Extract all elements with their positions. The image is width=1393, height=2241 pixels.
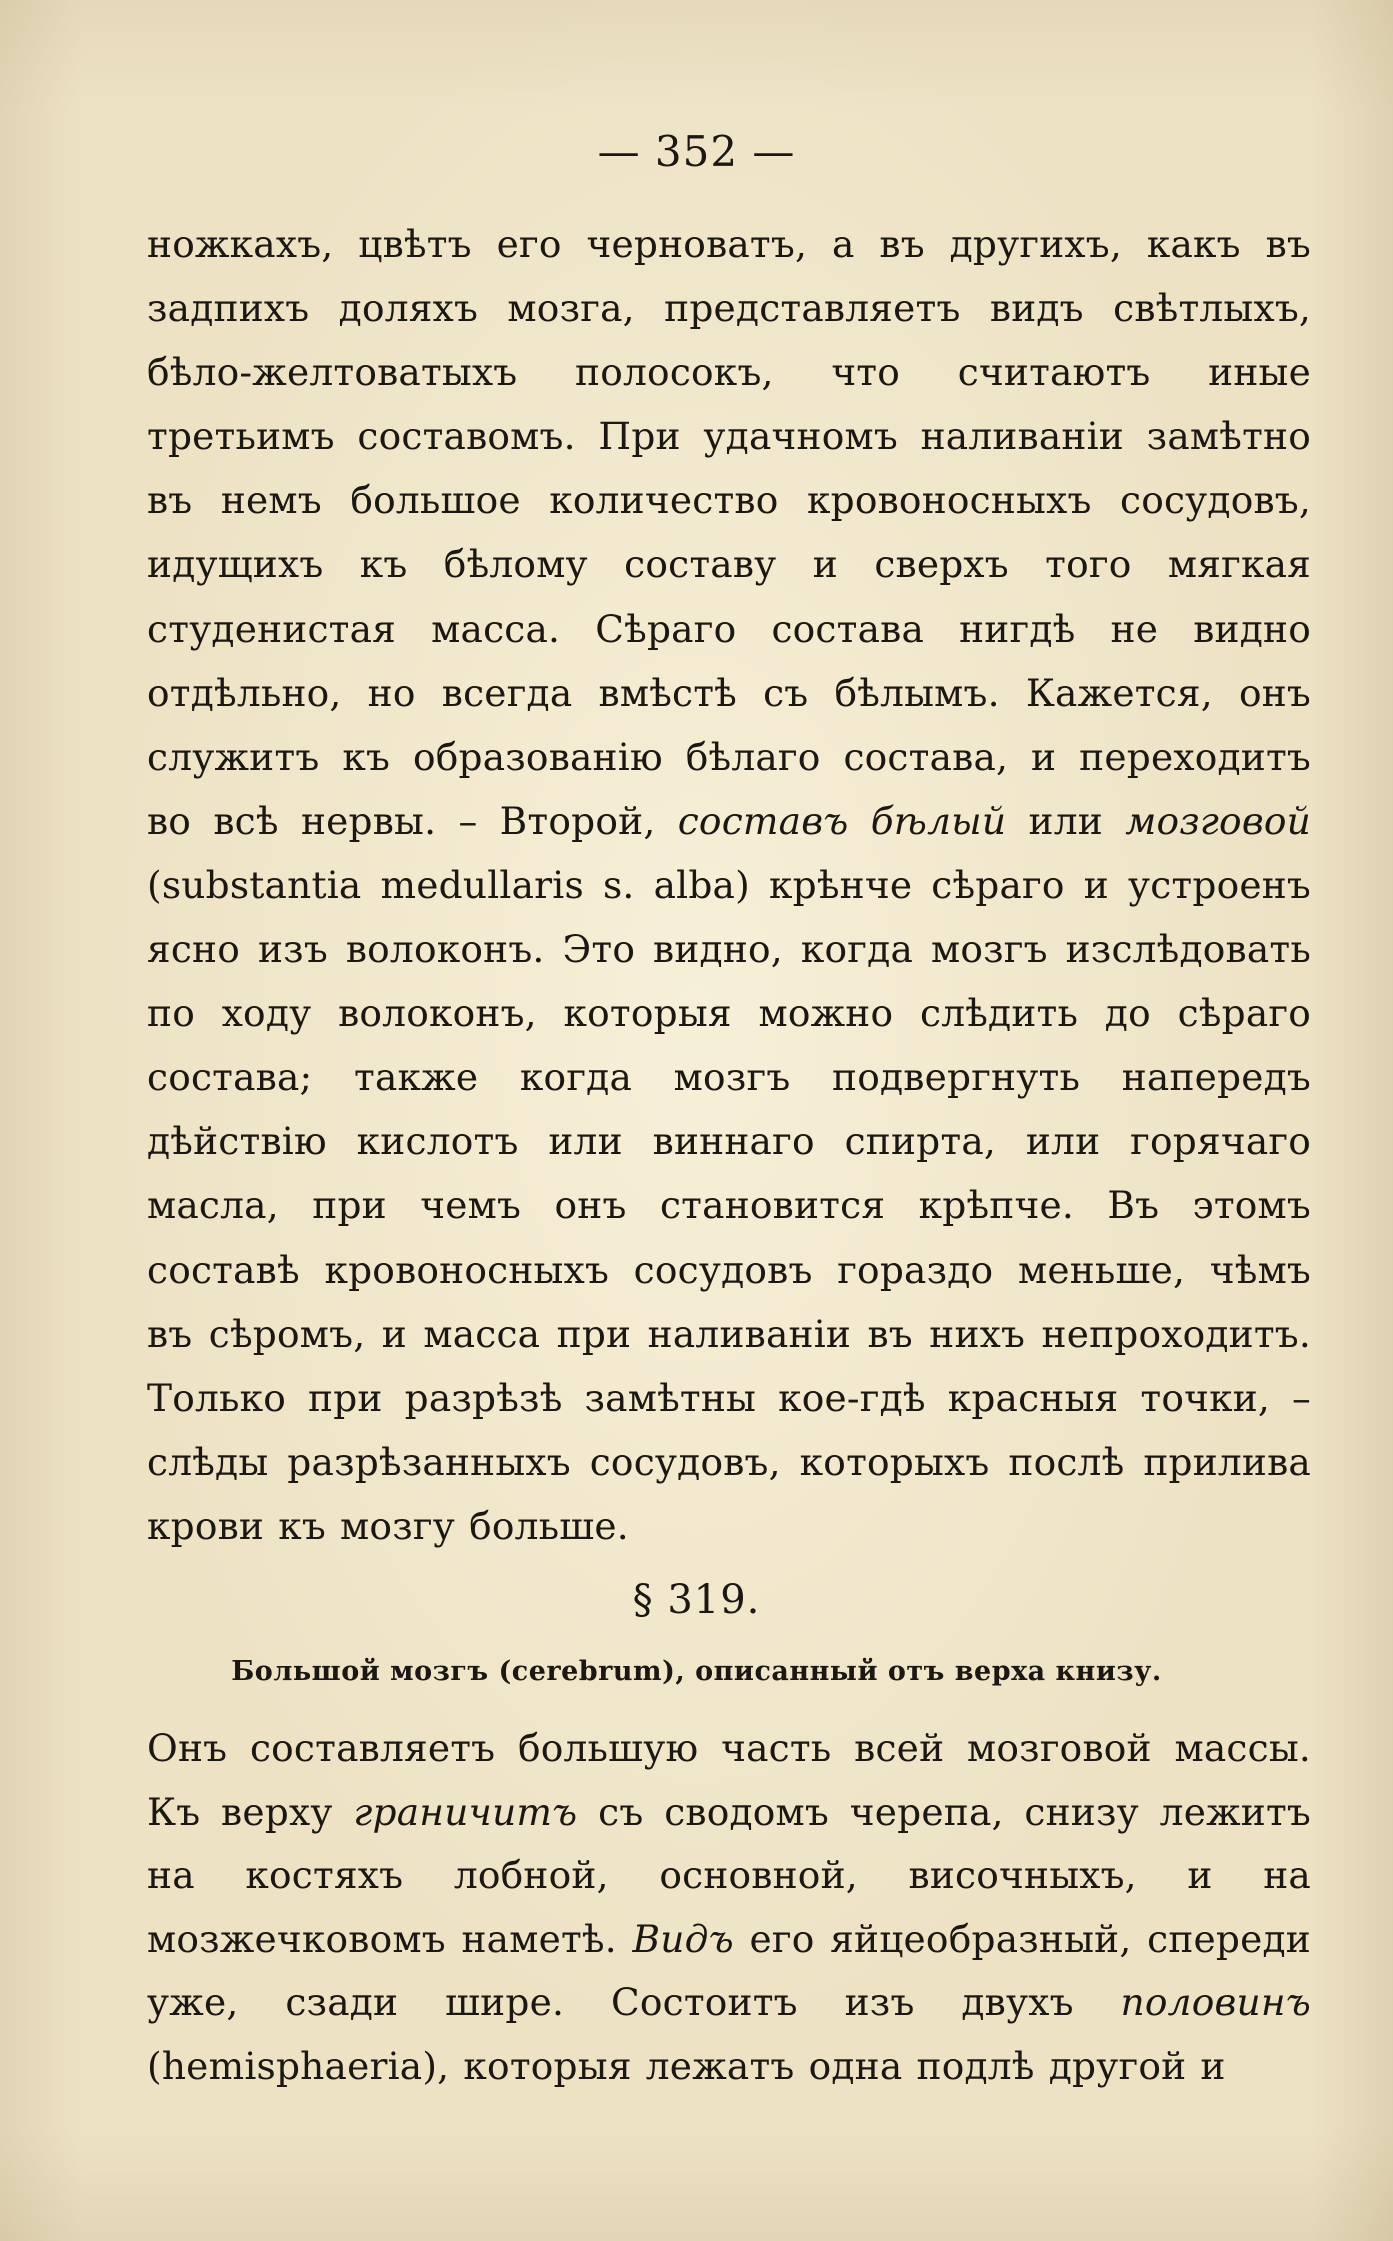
text-run: Онъ составляетъ большую часть всей мозговой массы. Къ верху (147, 1726, 1311, 1834)
italic-term: мозговой (1125, 798, 1311, 843)
text-run: (substantia medullaris s. alba) крѣнче сѣраго и устроенъ ясно изъ волоконъ. Это видно, когда мозгъ изслѣдовать по ходу волоконъ, которыя можно слѣдить до сѣраго состава; также когда мозгъ подвергнуть напередъ дѣйствію кислотъ или виннаго спирта, или горячаго масла, при чемъ онъ становится крѣпче. Въ этомъ составѣ кровоносныхъ сосудовъ гораздо меньше, чѣмъ въ сѣромъ, и масса при наливаніи въ нихъ непроходитъ. Только при разрѣзѣ замѣтны кое-гдѣ красныя точки, – слѣды разрѣзанныхъ сосудовъ, которыхъ послѣ прилива крови къ мозгу больше. (147, 862, 1311, 1548)
section-heading: Большой мозгъ (cerebrum), описанный отъ верха книзу. (231, 1656, 1162, 1687)
text-run: (hemisphaeria), которыя лежатъ одна подлѣ другой и (147, 2043, 1226, 2088)
paragraph-2 (147, 1717, 1311, 2098)
page-number: — 352 — (597, 127, 796, 176)
italic-term: составъ бѣлый (677, 798, 1007, 843)
text-run: его яйцеобразный, спереди уже, сзади шире. Состоитъ изъ двухъ (147, 1916, 1311, 2024)
italic-term: граничитъ (353, 1789, 578, 1834)
italic-term: Видъ (632, 1916, 734, 1961)
italic-term: половинъ (1120, 1980, 1311, 2024)
paragraph-1 (147, 212, 1311, 1558)
section-number: § 319. (632, 1577, 761, 1623)
text-run: или (1006, 798, 1126, 843)
text-run: съ сводомъ черепа, снизу лежитъ на костяхъ лобной, основной, височныхъ, и на мозжечковомъ наметѣ. (147, 1789, 1311, 1961)
text-run: ножкахъ, цвѣтъ его черноватъ, а въ другихъ, какъ въ задпихъ доляхъ мозга, представляетъ видъ свѣтлыхъ, бѣло-желтоватыхъ полосокъ, что считаютъ иные третьимъ составомъ. При удачномъ наливаніи замѣтно въ немъ большое количество кровоносныхъ сосудовъ, идущихъ къ бѣлому составу и сверхъ того мягкая студенистая масса. Сѣраго состава нигдѣ не видно отдѣльно, но всегда вмѣстѣ съ бѣлымъ. Кажется, онъ служитъ къ образованію бѣлаго состава, и переходитъ во всѣ нервы. – Второй, (147, 222, 1311, 843)
